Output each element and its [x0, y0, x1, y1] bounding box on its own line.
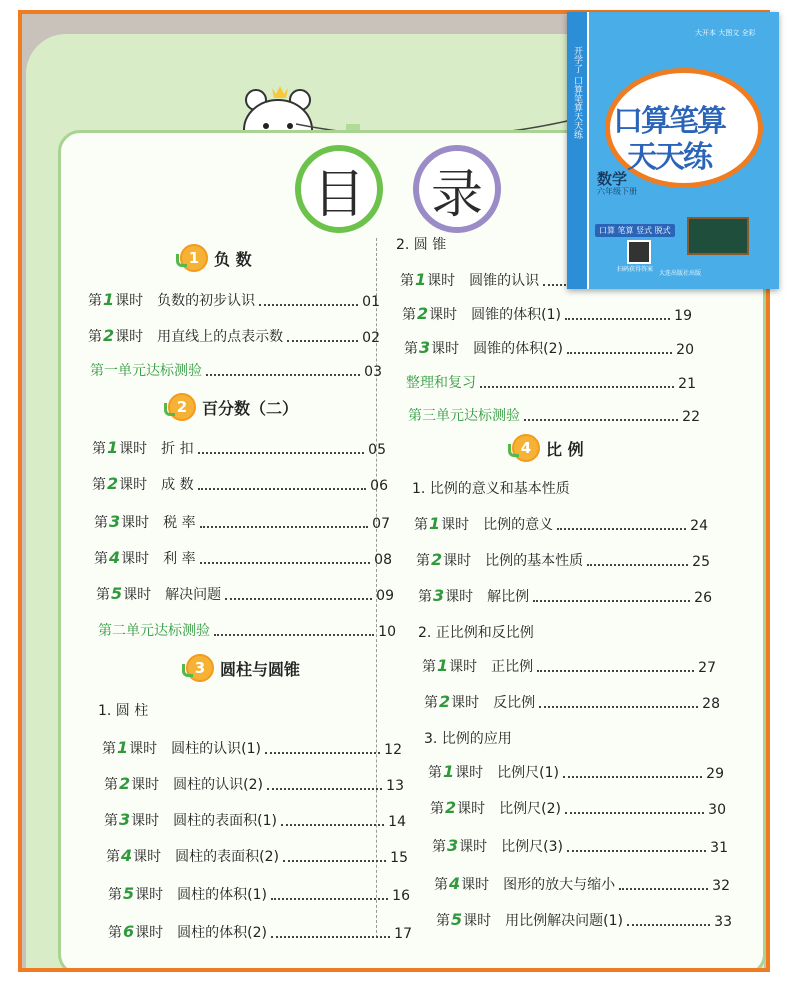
dot-leader [480, 385, 674, 388]
toc-page-number: 19 [674, 308, 692, 324]
unit-number-badge: 4 [512, 434, 540, 462]
toc-page-number: 09 [376, 588, 394, 604]
toc-page-number: 26 [694, 590, 712, 606]
toc-entry-left-6[interactable] [94, 512, 390, 532]
book-tags: 口算 笔算 竖式 脱式 [595, 224, 675, 237]
toc-entry-title: 第二单元达标测验 [98, 623, 210, 639]
dot-leader [271, 935, 390, 938]
blackboard-icon [687, 217, 749, 255]
book-top-badge: 大开本 大图文 全彩 [695, 29, 756, 37]
toc-page-number: 21 [678, 376, 696, 392]
toc-entry-left-4[interactable] [92, 438, 386, 458]
dot-leader [533, 599, 690, 602]
toc-entry-left-13[interactable] [106, 846, 408, 866]
subhead-proportion: 2. 正比例和反比例 [418, 625, 534, 641]
subhead-cone: 2. 圆 锥 [396, 237, 447, 253]
unit-number-badge: 2 [168, 393, 196, 421]
book-title-line2: 天天练 [627, 140, 711, 175]
book-spine: 开学了 口算笔算天天练 [567, 12, 587, 289]
unit-title: 百分数（二） [202, 398, 299, 418]
toc-entry-left-11[interactable] [104, 774, 404, 794]
toc-entry-title: 第2课时 圆锥的体积(1) [402, 304, 561, 323]
qr-code-icon [627, 240, 651, 264]
dot-leader [557, 527, 686, 530]
toc-entry-title: 第1课时 负数的初步认识 [88, 290, 256, 309]
dot-leader [281, 823, 384, 826]
unit-number-badge: 1 [180, 244, 208, 272]
toc-entry-right-10[interactable] [424, 692, 720, 712]
toc-page-number: 31 [710, 840, 728, 856]
toc-entry-right-6[interactable] [414, 514, 708, 534]
toc-entry-title: 第4课时 圆柱的表面积(2) [106, 846, 279, 865]
toc-entry-right-11[interactable] [428, 762, 724, 782]
toc-entry-title: 第1课时 圆锥的认识 [400, 270, 540, 289]
toc-entry-left-9[interactable] [98, 620, 396, 640]
toc-entry-title: 第2课时 圆柱的认识(2) [104, 774, 263, 793]
book-grade: 六年级下册 [597, 187, 637, 196]
toc-entry-left-2[interactable] [88, 326, 380, 346]
toc-entry-title: 第5课时 用比例解决问题(1) [436, 910, 623, 929]
dot-leader [565, 811, 704, 814]
toc-entry-right-9[interactable] [422, 656, 716, 676]
toc-entry-title: 第3课时 税 率 [94, 512, 196, 531]
dot-leader [524, 418, 678, 421]
toc-entry-title: 第2课时 成 数 [92, 474, 194, 493]
unit-number-badge: 3 [186, 654, 214, 682]
toc-entry-right-8[interactable] [418, 586, 712, 606]
dot-leader [539, 705, 698, 708]
toc-page-number: 20 [676, 342, 694, 358]
dot-leader [214, 633, 374, 636]
dot-leader [587, 563, 688, 566]
toc-page-number: 25 [692, 554, 710, 570]
toc-entry-left-1[interactable] [88, 290, 380, 310]
toc-page-number: 01 [362, 294, 380, 310]
dot-leader [567, 351, 672, 354]
dot-leader [283, 859, 386, 862]
toc-page-number: 07 [372, 516, 390, 532]
toc-entry-right-4[interactable] [406, 372, 696, 392]
dot-leader [567, 849, 706, 852]
toc-entry-left-8[interactable] [96, 584, 394, 604]
dot-leader [198, 487, 367, 490]
unit-title: 负 数 [214, 249, 252, 269]
toc-entry-title: 第5课时 解决问题 [96, 584, 222, 603]
qr-caption: 扫码获得答案 [617, 266, 654, 273]
toc-entry-title: 第3课时 圆柱的表面积(1) [104, 810, 277, 829]
toc-page-number: 10 [378, 624, 396, 640]
toc-page-number: 32 [712, 878, 730, 894]
dot-leader [287, 339, 358, 342]
unit-title: 圆柱与圆锥 [220, 659, 301, 679]
toc-page-number: 33 [714, 914, 732, 930]
toc-entry-title: 第6课时 圆柱的体积(2) [108, 922, 267, 941]
toc-entry-right-2[interactable] [402, 304, 692, 324]
toc-entry-left-15[interactable] [108, 922, 412, 942]
toc-page-number: 03 [364, 364, 382, 380]
toc-page-number: 24 [690, 518, 708, 534]
toc-entry-title: 第1课时 正比例 [422, 656, 534, 675]
dot-leader [563, 775, 702, 778]
toc-page-number: 16 [392, 888, 410, 904]
unit-3-heading [186, 654, 300, 682]
toc-entry-title: 第2课时 比例的基本性质 [416, 550, 584, 569]
toc-entry-left-3[interactable] [90, 360, 382, 380]
dot-leader [225, 597, 372, 600]
toc-entry-title: 第1课时 比例的意义 [414, 514, 554, 533]
toc-entry-right-14[interactable] [434, 874, 730, 894]
dot-leader [627, 923, 710, 926]
toc-entry-right-5[interactable] [408, 405, 700, 425]
dot-leader [265, 751, 380, 754]
book-title-line1: 口算笔算 [613, 104, 725, 139]
toc-page-number: 05 [368, 442, 386, 458]
toc-page-number: 17 [394, 926, 412, 942]
toc-page-number: 22 [682, 409, 700, 425]
toc-page-number: 12 [384, 742, 402, 758]
toc-entry-title: 第1课时 折 扣 [92, 438, 194, 457]
toc-entry-title: 第2课时 用直线上的点表示数 [88, 326, 284, 345]
toc-page-number: 29 [706, 766, 724, 782]
dot-leader [565, 317, 670, 320]
dot-leader [200, 561, 371, 564]
book-cover-inset [567, 12, 779, 289]
toc-title-char-1: 目 [295, 145, 383, 233]
toc-page-number: 14 [388, 814, 406, 830]
toc-entry-title: 第3课时 比例尺(3) [432, 836, 563, 855]
toc-page-number: 27 [698, 660, 716, 676]
book-publisher: 大连出版社出版 [659, 270, 702, 277]
toc-entry-left-12[interactable] [104, 810, 406, 830]
unit-2-heading [168, 393, 298, 421]
toc-entry-right-15[interactable] [436, 910, 732, 930]
dot-leader [619, 887, 708, 890]
subhead-ratio-application: 3. 比例的应用 [424, 731, 512, 747]
toc-entry-title: 第4课时 利 率 [94, 548, 196, 567]
unit-title: 比 例 [546, 439, 584, 459]
toc-entry-title: 第三单元达标测验 [408, 408, 520, 424]
toc-entry-right-3[interactable] [404, 338, 694, 358]
dot-leader [537, 669, 694, 672]
toc-entry-title: 第2课时 比例尺(2) [430, 798, 561, 817]
toc-entry-left-5[interactable] [92, 474, 388, 494]
toc-title-char-2: 录 [413, 145, 501, 233]
unit-4-heading [512, 434, 584, 462]
subhead-ratio-meaning: 1. 比例的意义和基本性质 [412, 481, 570, 497]
toc-entry-title: 第3课时 圆锥的体积(2) [404, 338, 563, 357]
unit-1-heading [180, 244, 252, 272]
dot-leader [259, 303, 358, 306]
toc-page-number: 13 [386, 778, 404, 794]
toc-entry-title: 第1课时 比例尺(1) [428, 762, 559, 781]
toc-page-number: 08 [374, 552, 392, 568]
toc-entry-right-12[interactable] [430, 798, 726, 818]
dot-leader [271, 897, 388, 900]
dot-leader [198, 451, 365, 454]
toc-entry-title: 第1课时 圆柱的认识(1) [102, 738, 261, 757]
toc-page-number: 28 [702, 696, 720, 712]
toc-page-number: 15 [390, 850, 408, 866]
toc-entry-title: 第一单元达标测验 [90, 363, 202, 379]
toc-entry-left-10[interactable] [102, 738, 402, 758]
toc-entry-title: 第5课时 圆柱的体积(1) [108, 884, 267, 903]
subhead-cylinder: 1. 圆 柱 [98, 703, 149, 719]
toc-entry-left-14[interactable] [108, 884, 410, 904]
book-subject: 数学 [597, 170, 628, 188]
dot-leader [200, 525, 369, 528]
toc-entry-title: 第2课时 反比例 [424, 692, 536, 711]
dot-leader [267, 787, 382, 790]
toc-page-number: 06 [370, 478, 388, 494]
toc-page-number: 02 [362, 330, 380, 346]
toc-entry-title: 整理和复习 [406, 375, 476, 391]
toc-entry-right-13[interactable] [432, 836, 728, 856]
toc-entry-title: 第4课时 图形的放大与缩小 [434, 874, 616, 893]
toc-entry-title: 第3课时 解比例 [418, 586, 530, 605]
toc-entry-right-7[interactable] [416, 550, 710, 570]
dot-leader [206, 373, 360, 376]
toc-entry-left-7[interactable] [94, 548, 392, 568]
toc-page-number: 30 [708, 802, 726, 818]
